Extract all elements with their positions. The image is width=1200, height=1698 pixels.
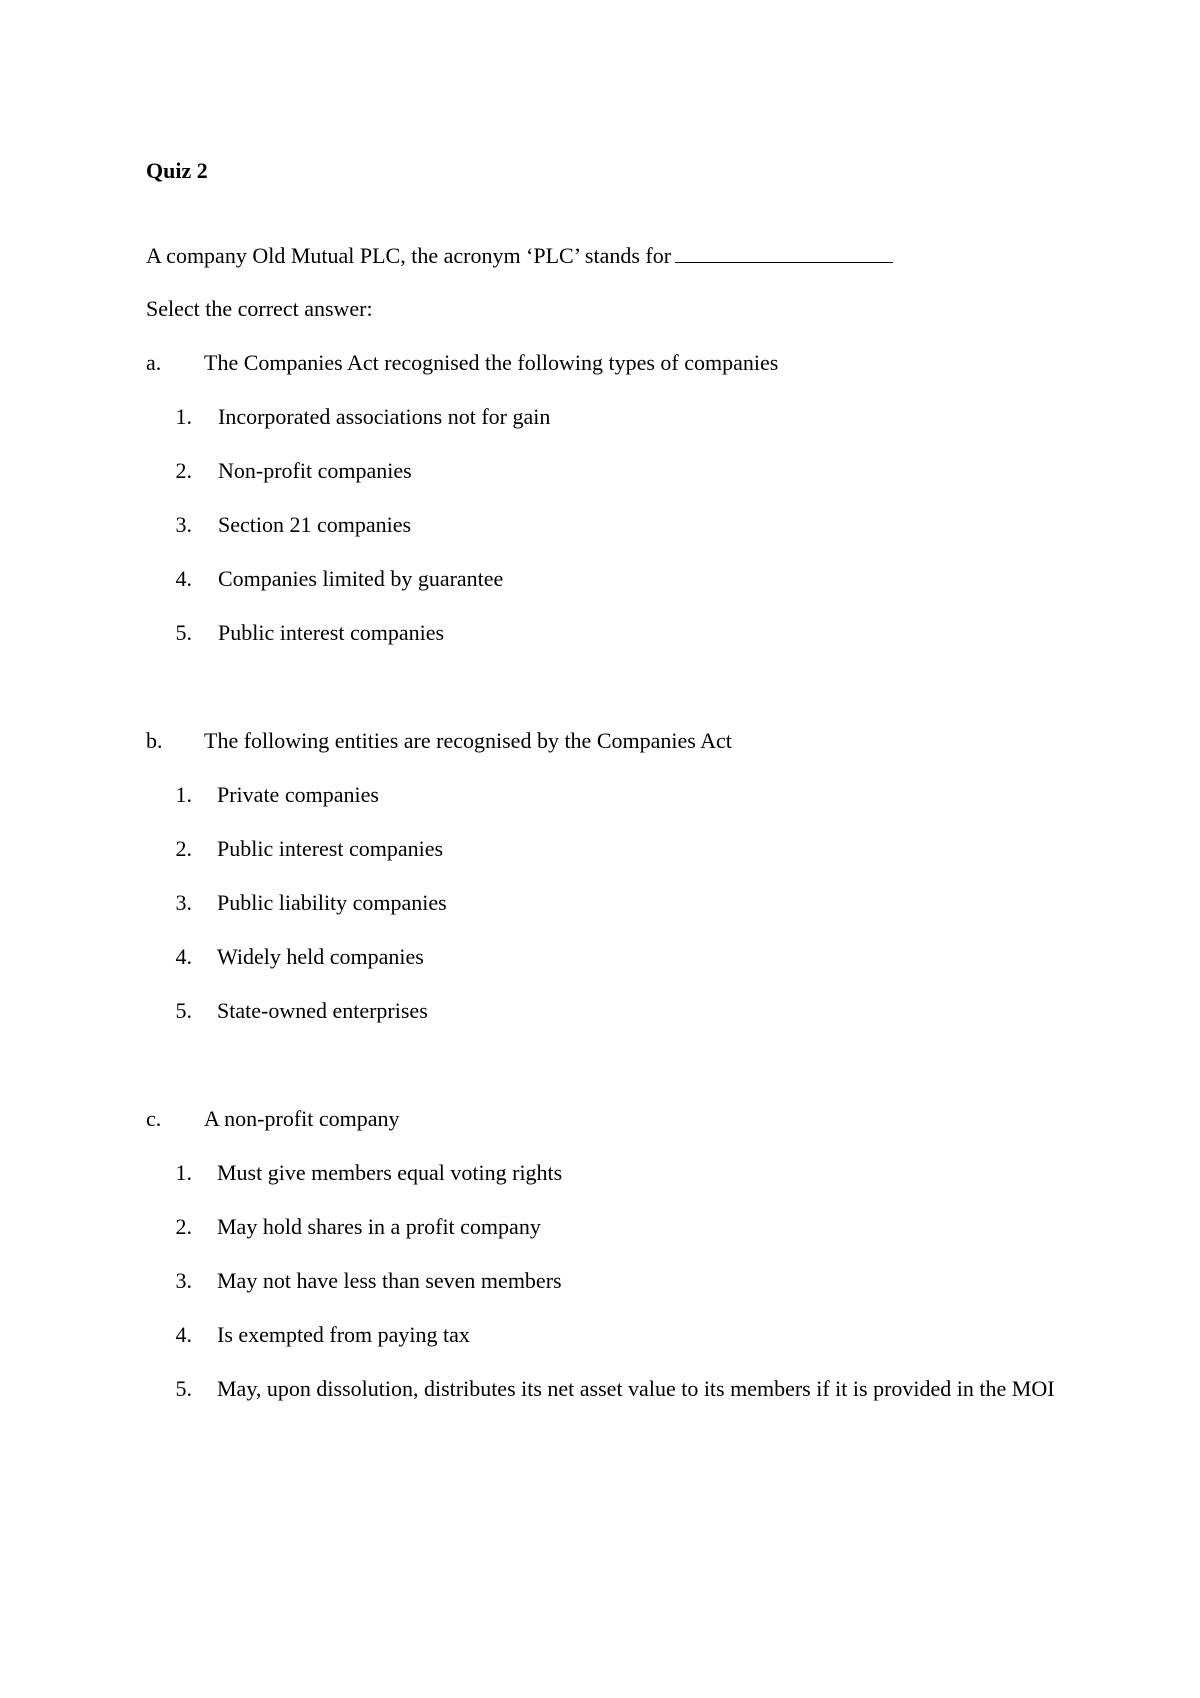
intro-question xyxy=(146,242,893,269)
option-text: Non-profit companies xyxy=(218,458,412,483)
option-number: 4. xyxy=(175,944,192,969)
instruction-text: Select the correct answer: xyxy=(146,296,373,321)
option-number: 5. xyxy=(175,1376,192,1401)
option-number: 3. xyxy=(175,1268,192,1293)
intro-question-text: A company Old Mutual PLC, the acronym ‘PLC’ stands for xyxy=(146,243,672,268)
option-text: Incorporated associations not for gain xyxy=(218,404,551,429)
option-text: Is exempted from paying tax xyxy=(217,1322,470,1347)
option-text: Must give members equal voting rights xyxy=(217,1160,563,1185)
option-text: May not have less than seven members xyxy=(217,1268,562,1293)
option-text: Widely held companies xyxy=(217,944,424,969)
option-number: 4. xyxy=(175,1322,192,1347)
question-letter: b. xyxy=(146,728,163,753)
option-number: 1. xyxy=(175,404,192,429)
page-title: Quiz 2 xyxy=(146,158,208,183)
option-number: 5. xyxy=(175,620,192,645)
question-letter: a. xyxy=(146,350,162,375)
option-text: Companies limited by guarantee xyxy=(218,566,504,591)
option-number: 5. xyxy=(175,998,192,1023)
option-number: 2. xyxy=(175,458,192,483)
question-letter: c. xyxy=(146,1106,162,1131)
option-number: 2. xyxy=(175,1214,192,1239)
option-text: May hold shares in a profit company xyxy=(217,1214,541,1239)
option-text: Public liability companies xyxy=(217,890,447,915)
option-number: 3. xyxy=(175,890,192,915)
option-text: State-owned enterprises xyxy=(217,998,428,1023)
option-text: Section 21 companies xyxy=(218,512,412,537)
option-number: 3. xyxy=(175,512,192,537)
option-number: 4. xyxy=(175,566,192,591)
question-text: The Companies Act recognised the following types of companies xyxy=(204,350,779,375)
question-text: The following entities are recognised by the Companies Act xyxy=(204,728,732,753)
question-text: A non-profit company xyxy=(204,1106,400,1131)
option-number: 1. xyxy=(175,782,192,807)
option-number: 1. xyxy=(175,1160,192,1185)
option-text: Private companies xyxy=(217,782,379,807)
answer-blank-line xyxy=(675,242,893,263)
option-number: 2. xyxy=(175,836,192,861)
option-text: Public interest companies xyxy=(218,620,445,645)
option-text: May, upon dissolution, distributes its net asset value to its members if it is provided in the MOI xyxy=(217,1376,1055,1401)
option-text: Public interest companies xyxy=(217,836,444,861)
